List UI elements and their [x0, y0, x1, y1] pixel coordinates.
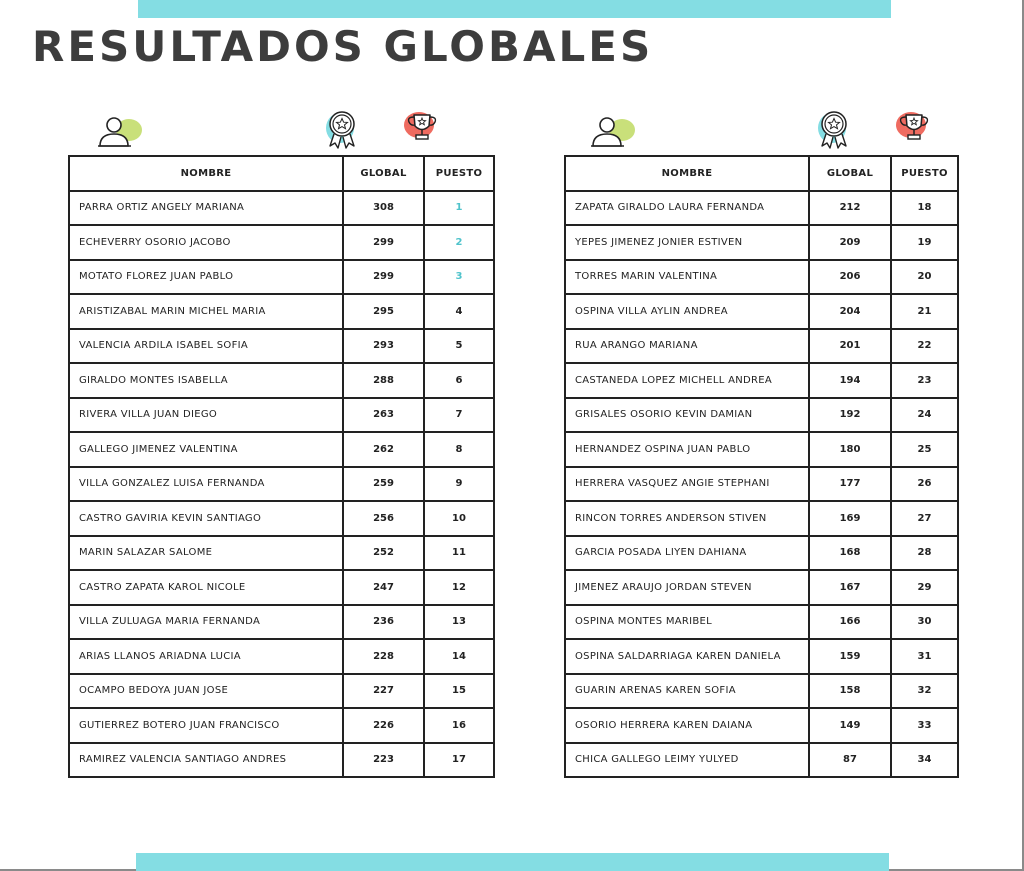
student-name-cell: MARIN SALAZAR SALOME: [69, 536, 343, 571]
global-score-cell: 226: [343, 708, 424, 743]
student-name-cell: CASTRO GAVIRIA KEVIN SANTIAGO: [69, 501, 343, 536]
global-score-cell: 308: [343, 191, 424, 226]
global-score-cell: 236: [343, 605, 424, 640]
global-score-cell: 252: [343, 536, 424, 571]
table-row: [69, 260, 494, 295]
rank-cell: 9: [424, 467, 494, 502]
table-row: [565, 329, 958, 364]
student-name-cell: HERNANDEZ OSPINA JUAN PABLO: [565, 432, 809, 467]
rank-cell: 20: [891, 260, 958, 295]
top-accent-bar: [138, 0, 891, 18]
table-header-row: [565, 156, 958, 191]
rank-cell: 8: [424, 432, 494, 467]
rank-cell: 15: [424, 674, 494, 709]
student-name-cell: CASTRO ZAPATA KAROL NICOLE: [69, 570, 343, 605]
student-name-cell: YEPES JIMENEZ JONIER ESTIVEN: [565, 225, 809, 260]
rank-cell: 19: [891, 225, 958, 260]
global-score-cell: 192: [809, 398, 891, 433]
table-row: [565, 605, 958, 640]
results-table-right: [564, 155, 959, 778]
trophy-icon: [402, 109, 442, 145]
table-row: [69, 605, 494, 640]
student-name-cell: VILLA GONZALEZ LUISA FERNANDA: [69, 467, 343, 502]
global-score-cell: 167: [809, 570, 891, 605]
table-row: [69, 501, 494, 536]
table-row: [69, 467, 494, 502]
medal-icon: [322, 108, 362, 150]
student-name-cell: OSORIO HERRERA KAREN DAIANA: [565, 708, 809, 743]
page-title: RESULTADOS GLOBALES: [32, 22, 654, 71]
table-row: [565, 467, 958, 502]
header-global: GLOBAL: [809, 156, 891, 191]
rank-cell: 14: [424, 639, 494, 674]
student-name-cell: ARISTIZABAL MARIN MICHEL MARIA: [69, 294, 343, 329]
student-name-cell: RIVERA VILLA JUAN DIEGO: [69, 398, 343, 433]
student-name-cell: RUA ARANGO MARIANA: [565, 329, 809, 364]
global-score-cell: 223: [343, 743, 424, 778]
table-row: [565, 708, 958, 743]
header-nombre: NOMBRE: [565, 156, 809, 191]
rank-cell: 30: [891, 605, 958, 640]
student-name-cell: GRISALES OSORIO KEVIN DAMIAN: [565, 398, 809, 433]
student-name-cell: GUTIERREZ BOTERO JUAN FRANCISCO: [69, 708, 343, 743]
global-score-cell: 247: [343, 570, 424, 605]
results-table-right-container: [564, 155, 959, 778]
global-score-cell: 259: [343, 467, 424, 502]
student-name-cell: MOTATO FLOREZ JUAN PABLO: [69, 260, 343, 295]
rank-cell: 6: [424, 363, 494, 398]
table-row: [69, 398, 494, 433]
trophy-icon: [894, 109, 934, 145]
global-score-cell: 158: [809, 674, 891, 709]
rank-cell: 10: [424, 501, 494, 536]
global-score-cell: 256: [343, 501, 424, 536]
bottom-accent-bar: [136, 853, 889, 871]
rank-cell: 7: [424, 398, 494, 433]
global-score-cell: 262: [343, 432, 424, 467]
student-name-cell: RAMIREZ VALENCIA SANTIAGO ANDRES: [69, 743, 343, 778]
table-row: [565, 191, 958, 226]
global-score-cell: 169: [809, 501, 891, 536]
student-name-cell: RINCON TORRES ANDERSON STIVEN: [565, 501, 809, 536]
rank-cell: 11: [424, 536, 494, 571]
rank-cell: 25: [891, 432, 958, 467]
rank-cell: 16: [424, 708, 494, 743]
student-name-cell: JIMENEZ ARAUJO JORDAN STEVEN: [565, 570, 809, 605]
student-name-cell: TORRES MARIN VALENTINA: [565, 260, 809, 295]
table-row: [565, 639, 958, 674]
rank-cell: 27: [891, 501, 958, 536]
table-row: [565, 398, 958, 433]
rank-cell: 34: [891, 743, 958, 778]
table-row: [69, 570, 494, 605]
student-name-cell: ARIAS LLANOS ARIADNA LUCIA: [69, 639, 343, 674]
table-row: [565, 743, 958, 778]
global-score-cell: 209: [809, 225, 891, 260]
results-table-left: [68, 155, 495, 778]
global-score-cell: 206: [809, 260, 891, 295]
rank-cell: 22: [891, 329, 958, 364]
table-row: [69, 639, 494, 674]
medal-icon: [814, 108, 854, 150]
rank-cell: 31: [891, 639, 958, 674]
table-row: [565, 432, 958, 467]
table-row: [565, 294, 958, 329]
header-puesto: PUESTO: [424, 156, 494, 191]
student-name-cell: OSPINA MONTES MARIBEL: [565, 605, 809, 640]
student-name-cell: GUARIN ARENAS KAREN SOFIA: [565, 674, 809, 709]
rank-cell: 13: [424, 605, 494, 640]
table-row: [565, 363, 958, 398]
table-row: [69, 191, 494, 226]
rank-cell: 12: [424, 570, 494, 605]
student-name-cell: VILLA ZULUAGA MARIA FERNANDA: [69, 605, 343, 640]
global-score-cell: 227: [343, 674, 424, 709]
table-header-row: [69, 156, 494, 191]
table-row: [565, 260, 958, 295]
table-row: [69, 363, 494, 398]
table-row: [69, 225, 494, 260]
global-score-cell: 228: [343, 639, 424, 674]
rank-cell: 2: [424, 225, 494, 260]
student-name-cell: HERRERA VASQUEZ ANGIE STEPHANI: [565, 467, 809, 502]
table-row: [69, 432, 494, 467]
student-name-cell: PARRA ORTIZ ANGELY MARIANA: [69, 191, 343, 226]
global-score-cell: 288: [343, 363, 424, 398]
rank-cell: 5: [424, 329, 494, 364]
global-score-cell: 168: [809, 536, 891, 571]
table-row: [69, 294, 494, 329]
rank-cell: 4: [424, 294, 494, 329]
global-score-cell: 180: [809, 432, 891, 467]
student-name-cell: VALENCIA ARDILA ISABEL SOFIA: [69, 329, 343, 364]
global-score-cell: 166: [809, 605, 891, 640]
table-row: [69, 536, 494, 571]
student-name-cell: ECHEVERRY OSORIO JACOBO: [69, 225, 343, 260]
global-score-cell: 159: [809, 639, 891, 674]
global-score-cell: 87: [809, 743, 891, 778]
rank-cell: 33: [891, 708, 958, 743]
table-row: [565, 536, 958, 571]
rank-cell: 21: [891, 294, 958, 329]
rank-cell: 26: [891, 467, 958, 502]
global-score-cell: 263: [343, 398, 424, 433]
global-score-cell: 293: [343, 329, 424, 364]
rank-cell: 1: [424, 191, 494, 226]
student-name-cell: OSPINA VILLA AYLIN ANDREA: [565, 294, 809, 329]
table-row: [69, 329, 494, 364]
global-score-cell: 299: [343, 225, 424, 260]
student-name-cell: ZAPATA GIRALDO LAURA FERNANDA: [565, 191, 809, 226]
student-name-cell: GARCIA POSADA LIYEN DAHIANA: [565, 536, 809, 571]
global-score-cell: 177: [809, 467, 891, 502]
header-nombre: NOMBRE: [69, 156, 343, 191]
rank-cell: 28: [891, 536, 958, 571]
rank-cell: 29: [891, 570, 958, 605]
rank-cell: 3: [424, 260, 494, 295]
global-score-cell: 299: [343, 260, 424, 295]
table-row: [69, 674, 494, 709]
table-row: [565, 225, 958, 260]
rank-cell: 24: [891, 398, 958, 433]
student-name-cell: GALLEGO JIMENEZ VALENTINA: [69, 432, 343, 467]
global-score-cell: 212: [809, 191, 891, 226]
global-score-cell: 295: [343, 294, 424, 329]
user-icon: [97, 113, 145, 149]
table-row: [565, 501, 958, 536]
global-score-cell: 204: [809, 294, 891, 329]
global-score-cell: 201: [809, 329, 891, 364]
table-row: [69, 708, 494, 743]
rank-cell: 18: [891, 191, 958, 226]
results-table-left-container: [68, 155, 495, 778]
global-score-cell: 149: [809, 708, 891, 743]
student-name-cell: CASTANEDA LOPEZ MICHELL ANDREA: [565, 363, 809, 398]
table-row: [69, 743, 494, 778]
table-row: [565, 674, 958, 709]
user-icon: [590, 113, 638, 149]
student-name-cell: GIRALDO MONTES ISABELLA: [69, 363, 343, 398]
student-name-cell: OCAMPO BEDOYA JUAN JOSE: [69, 674, 343, 709]
global-score-cell: 194: [809, 363, 891, 398]
header-puesto: PUESTO: [891, 156, 958, 191]
rank-cell: 23: [891, 363, 958, 398]
rank-cell: 32: [891, 674, 958, 709]
header-global: GLOBAL: [343, 156, 424, 191]
table-row: [565, 570, 958, 605]
student-name-cell: OSPINA SALDARRIAGA KAREN DANIELA: [565, 639, 809, 674]
rank-cell: 17: [424, 743, 494, 778]
student-name-cell: CHICA GALLEGO LEIMY YULYED: [565, 743, 809, 778]
